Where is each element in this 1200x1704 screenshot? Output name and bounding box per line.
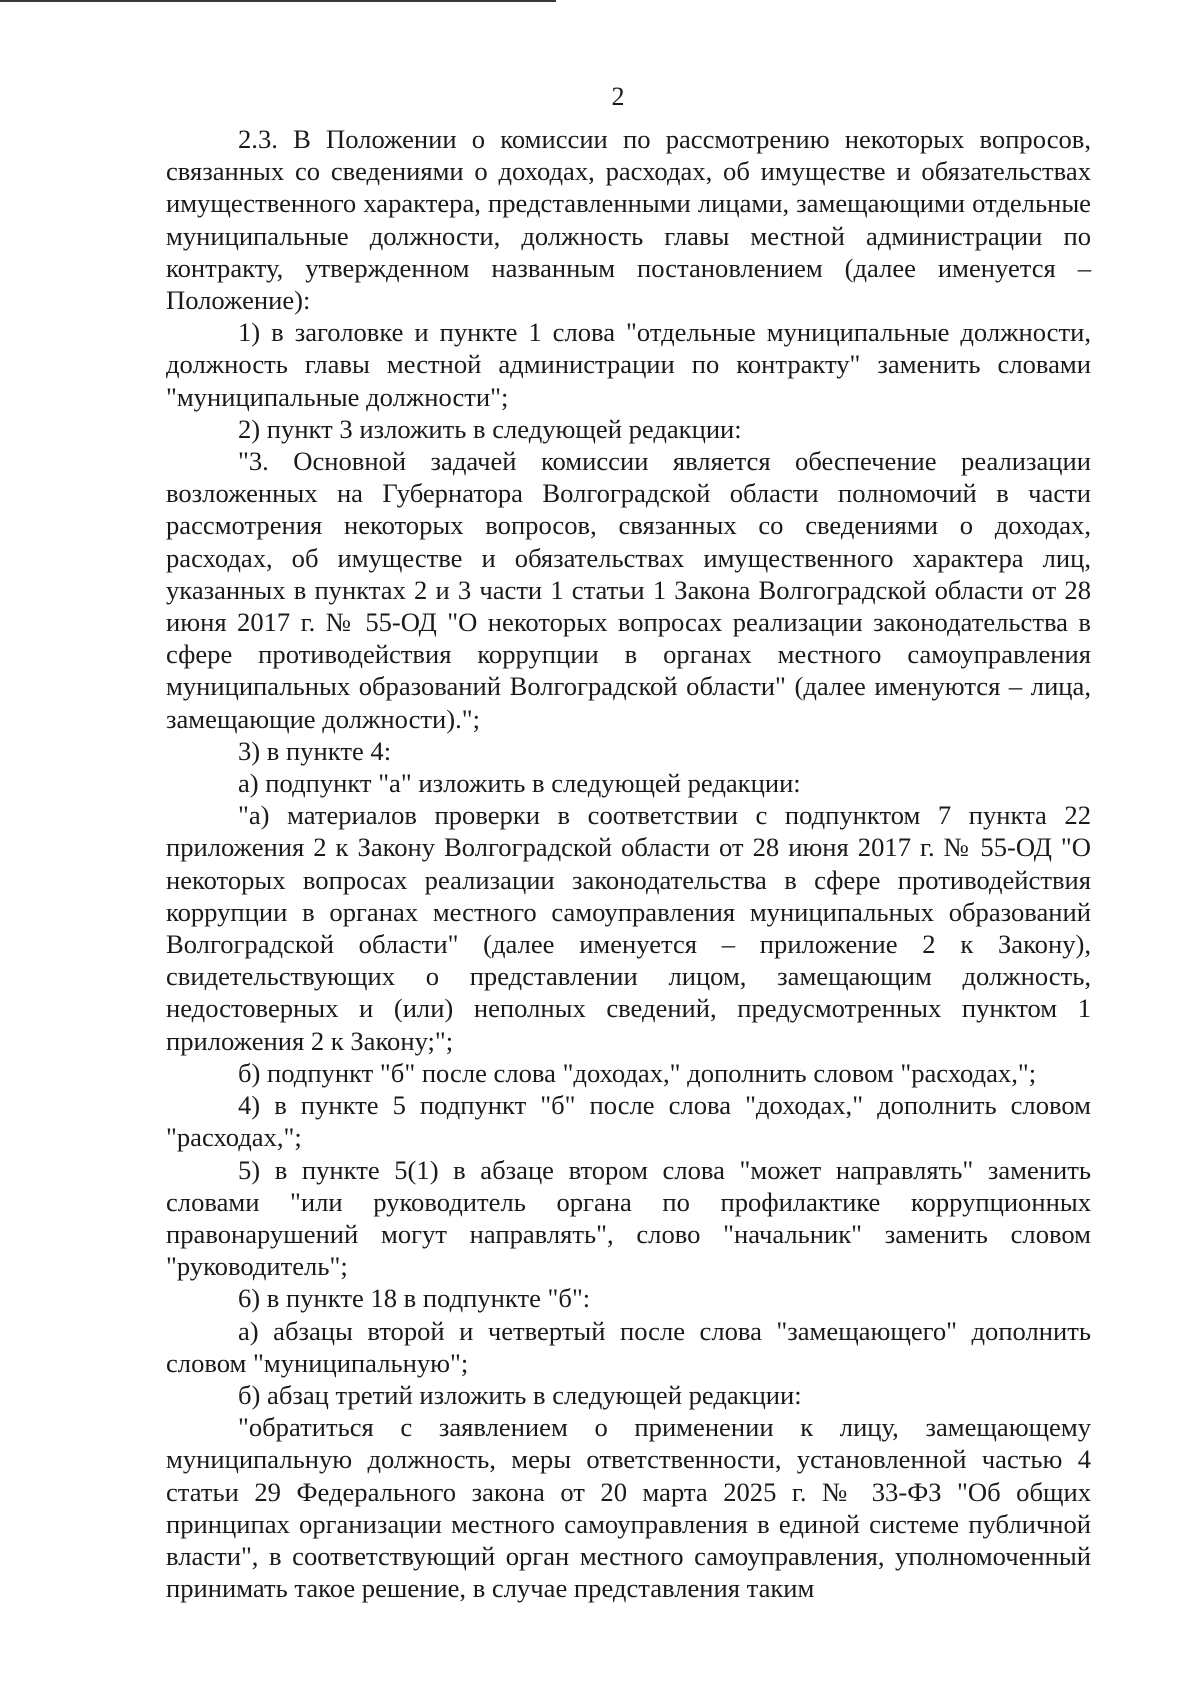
paragraph-item-2: 2) пункт 3 изложить в следующей редакции:	[238, 413, 742, 444]
document-body	[166, 123, 1091, 1604]
paragraph-subitem-a: а) подпункт "а" изложить в следующей редакции:	[238, 768, 801, 799]
paragraph-item-6-b-text: "обратиться с заявлением о применении к лицу, замещающему муниципальную должность, меры ответственности, установленной частью 4 статьи 29 Федерального закона от 20 марта 2025 г. № 33-ФЗ "Об общих принципах организации местного самоуправления в единой системе публичной власти", в соответствующий орган местного самоуправления, уполномоченный принимать такое решение, в случае представления таким	[166, 1412, 1091, 1604]
paragraph-subitem-b: б) подпункт "б" после слова "доходах," дополнить словом "расходах,";	[238, 1057, 1037, 1088]
paragraph-item-6-a: а) абзацы второй и четвертый после слова "замещающего" дополнить словом "муниципальную";	[166, 1315, 1091, 1378]
paragraph-item-6: 6) в пункте 18 в подпункте "б":	[238, 1283, 591, 1314]
page-number: 2	[611, 82, 625, 111]
paragraph-2-3-intro: 2.3. В Положении о комиссии по рассмотрению некоторых вопросов, связанных со сведениями о доходах, расходах, об имуществе и обязательствах имущественного характера, представленными лицами, замещающими отдельные муниципальные должности, должность главы местной администрации по контракту, утвержденном названным постановлением (далее именуется – Положение):	[166, 124, 1091, 316]
paragraph-point-3-text: "3. Основной задачей комиссии является обеспечение реализации возложенных на Губернатора Волгоградской области полномочий в части рассмотрения некоторых вопросов, связанных со сведениями о доходах, расходах, об имуществе и обязательствах имущественного характера лиц, указанных в пунктах 2 и 3 части 1 статьи 1 Закона Волгоградской области от 28 июня 2017 г. № 55-ОД "О некоторых вопросах реализации законодательства в сфере противодействия коррупции в органах местного самоуправления муниципальных образований Волгоградской области" (далее именуются – лица, замещающие должности).";	[166, 446, 1091, 734]
paragraph-item-6-b: б) абзац третий изложить в следующей редакции:	[238, 1379, 802, 1410]
paragraph-item-1: 1) в заголовке и пункте 1 слова "отдельные муниципальные должности, должность главы местной администрации по контракту" заменить словами "муниципальные должности";	[166, 317, 1091, 412]
paragraph-item-5: 5) в пункте 5(1) в абзаце втором слова "может направлять" заменить словами "или руководитель органа по профилактике коррупционных правонарушений могут направлять", слово "начальник" заменить словом "руководитель";	[166, 1154, 1091, 1282]
paragraph-subitem-a-text: "а) материалов проверки в соответствии с подпунктом 7 пункта 22 приложения 2 к Закону Волгоградской области от 28 июня 2017 г. № 55-ОД "О некоторых вопросах реализации законодательства в сфере противодействия коррупции в органах местного самоуправления муниципальных образований Волгоградской области" (далее именуется – приложение 2 к Закону), свидетельствующих о представлении лицом, замещающим должность, недостоверных и (или) неполных сведений, предусмотренных пунктом 1 приложения 2 к Закону;";	[166, 800, 1091, 1056]
top-edge-line	[0, 0, 556, 2]
paragraph-item-3: 3) в пункте 4:	[238, 735, 392, 766]
paragraph-item-4: 4) в пункте 5 подпункт "б" после слова "доходах," дополнить словом "расходах,";	[166, 1090, 1091, 1153]
